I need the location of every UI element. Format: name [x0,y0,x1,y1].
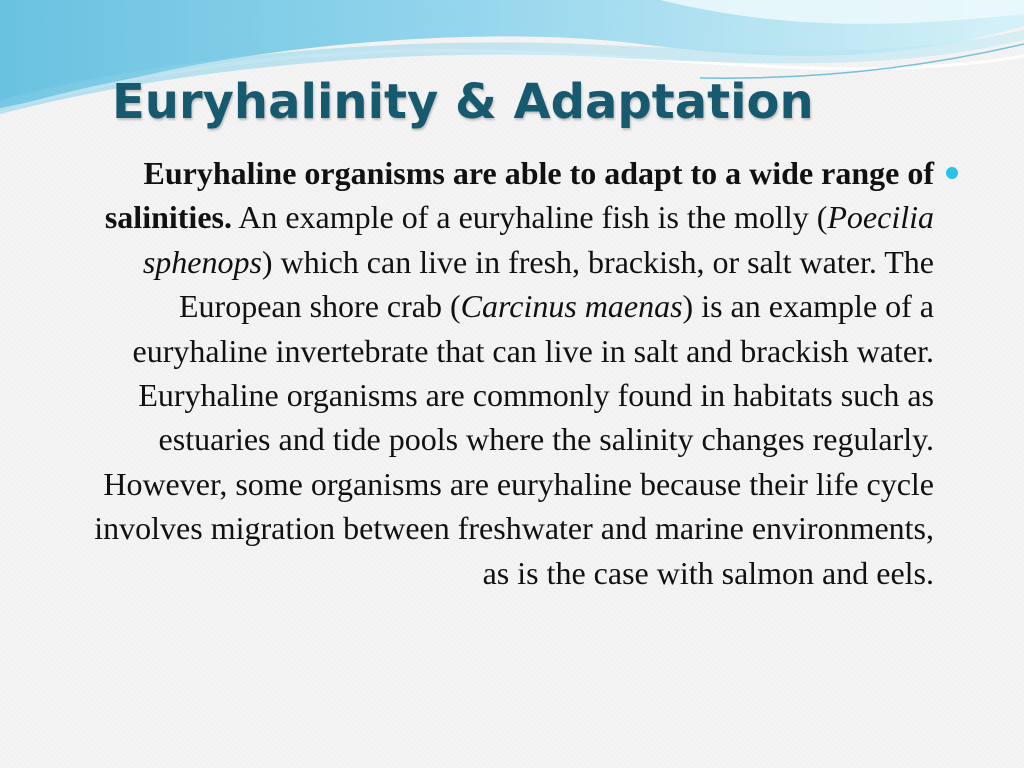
body-text-part-3: ) is an example of a euryhaline invertebrate that can live in salt and brackish water. Euryhaline organisms are commonly found in habitats such as estuaries and tide pools where the salinity changes regularly. However, some organisms are euryhaline because their life cycle involves migration between freshwater and marine environments, as is the case with salmon and eels. [94,288,934,591]
body-text-part-1: An example of a euryhaline fish is the molly ( [231,199,828,236]
species-name-molly: Poecilia sphenops [142,199,934,280]
bullet-paragraph [64,151,934,595]
body-text-part-2: ) which can live in fresh, brackish, or salt water. The European shore crab ( [178,243,934,325]
species-name-crab: Carcinus maenas [460,288,683,325]
lead-sentence: Euryhaline organisms are able to adapt to a wide range of salinities. [104,155,934,236]
bullet-icon [946,167,958,179]
slide-title: Euryhalinity & Adaptation [112,74,814,130]
